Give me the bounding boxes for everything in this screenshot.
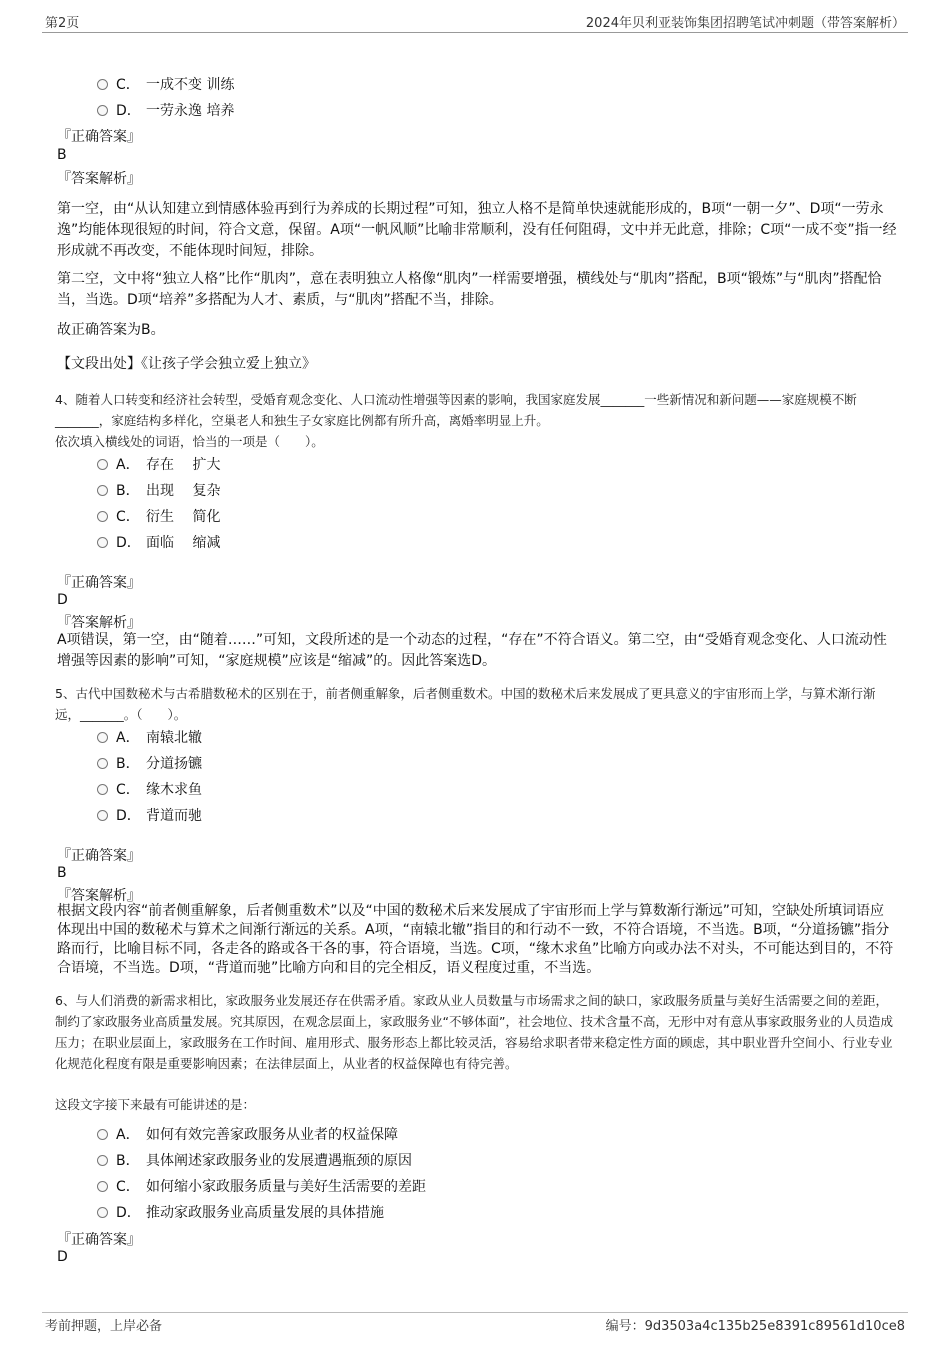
- option-key: D．: [116, 808, 141, 824]
- answer: B: [57, 147, 67, 163]
- option-d[interactable]: [97, 1202, 384, 1222]
- option-text: 推动家政服务业高质量发展的具体措施: [146, 1205, 384, 1221]
- answer-label: 『正确答案』: [57, 129, 141, 145]
- header-divider: [42, 32, 908, 33]
- option-a[interactable]: [97, 1124, 398, 1144]
- option-key: C．: [116, 782, 140, 798]
- option-text: 南辕北辙: [146, 730, 202, 746]
- option-key: D．: [116, 103, 141, 119]
- option-key: D．: [116, 1205, 141, 1221]
- analysis-conclusion: 故正确答案为B。: [57, 322, 165, 338]
- option-key: C．: [116, 1179, 140, 1195]
- option-text: 一劳永逸 培养: [146, 103, 235, 119]
- option-a[interactable]: [97, 727, 202, 747]
- answer: B: [57, 865, 67, 881]
- option-text: 具体阐述家政服务业的发展遭遇瓶颈的原因: [146, 1153, 412, 1169]
- option-text: 缘木求鱼: [146, 782, 202, 798]
- radio-icon[interactable]: [97, 105, 108, 116]
- option-b[interactable]: [97, 480, 220, 500]
- radio-icon[interactable]: [97, 537, 108, 548]
- option-a[interactable]: [97, 454, 220, 474]
- radio-icon[interactable]: [97, 511, 108, 522]
- radio-icon[interactable]: [97, 732, 108, 743]
- option-text: 衍生 简化: [146, 509, 221, 525]
- option-text: 存在 扩大: [146, 457, 221, 473]
- document-code: [606, 1315, 905, 1334]
- footer-slogan: 考前押题，上岸必备: [45, 1319, 163, 1334]
- option-key: C．: [116, 77, 140, 93]
- page-number: 第2页: [45, 16, 80, 31]
- question-prompt: 这段文字接下来最有可能讲述的是：: [55, 1097, 256, 1112]
- option-key: A．: [116, 730, 140, 746]
- radio-icon[interactable]: [97, 79, 108, 90]
- option-c[interactable]: [97, 506, 220, 526]
- option-text: 出现 复杂: [146, 483, 221, 499]
- option-c[interactable]: [97, 1176, 426, 1196]
- answer-label: 『正确答案』: [57, 575, 141, 591]
- option-text: 分道扬镳: [146, 756, 202, 772]
- radio-icon[interactable]: [97, 810, 108, 821]
- answer: D: [57, 592, 68, 608]
- option-key: A．: [116, 457, 140, 473]
- code-label: 编号：: [605, 1319, 645, 1334]
- analysis-paragraph: 根据文段内容“前者侧重解象，后者侧重数术”以及“中国的数秘术后来发展成了宇宙形而上学与算数渐行渐远”可知，空缺处所填词语应体现出中国的数秘术与算术之间渐行渐远的关系。A项，“南辕北辙”指目的和行动不一致，不符合语境，不当选。B项，“分道扬镳”指分路而行，比喻目标不同，各走各的路或各干各的事，符合语境，当选。C项，“缘木求鱼”比喻方向或办法不对头，不可能达到目的，不符合语境，不当选。D项，“背道而驰”比喻方向和目的完全相反，语义程度过重，不当选。: [57, 903, 894, 976]
- option-b[interactable]: [97, 1150, 412, 1170]
- option-text: 背道而驰: [146, 808, 202, 824]
- analysis-paragraph: A项错误，第一空，由“随着……”可知，文段所述的是一个动态的过程，“存在”不符合语义。第二空，由“受婚育观念变化、人口流动性增强等因素的影响”可知，“家庭规模”应该是“缩减”的。因此答案选D。: [57, 632, 887, 669]
- option-text: 如何有效完善家政服务从业者的权益保障: [146, 1127, 398, 1143]
- option-key: B．: [116, 483, 140, 499]
- analysis-label: 『答案解析』: [57, 615, 141, 631]
- question-stem: 4、随着人口转变和经济社会转型，受婚育观念变化、人口流动性增强等因素的影响，我国家庭发展_______一些新情况和新问题——家庭规模不断_______，家庭结构多样化，空巢老人和独生子女家庭比例都有所升高，离婚率明显上升。: [55, 392, 857, 428]
- option-key: B．: [116, 1153, 140, 1169]
- source: 【文段出处】《让孩子学会独立爱上独立》: [57, 356, 316, 372]
- option-text: 如何缩小家政服务质量与美好生活需要的差距: [146, 1179, 426, 1195]
- radio-icon[interactable]: [97, 1181, 108, 1192]
- analysis-label: 『答案解析』: [57, 171, 141, 187]
- radio-icon[interactable]: [97, 485, 108, 496]
- option-d[interactable]: [97, 532, 220, 552]
- answer: D: [57, 1249, 68, 1265]
- footer-divider: [42, 1312, 908, 1313]
- question-prompt: 依次填入横线处的词语，恰当的一项是（ ）。: [55, 434, 324, 449]
- option-key: A．: [116, 1127, 140, 1143]
- answer-label: 『正确答案』: [57, 1232, 141, 1248]
- option-text: 面临 缩减: [146, 535, 221, 551]
- question-stem: 5、古代中国数秘术与古希腊数秘术的区别在于，前者侧重解象，后者侧重数术。中国的数秘术后来发展成了更具意义的宇宙形而上学，与算术渐行渐远，_______。（ ）。: [55, 686, 876, 722]
- analysis-paragraph: 第一空，由“从认知建立到情感体验再到行为养成的长期过程”可知，独立人格不是简单快速就能形成的，B项“一朝一夕”、D项“一劳永逸”均能体现很短的时间，符合文意，保留。A项“一帆风顺”比喻非常顺利，没有任何阻碍，文中并无此意，排除；C项“一成不变”指一经形成就不再改变，不能体现时间短，排除。: [57, 201, 897, 259]
- radio-icon[interactable]: [97, 459, 108, 470]
- option-c[interactable]: [97, 779, 202, 799]
- option-text: 一成不变 训练: [146, 77, 235, 93]
- answer-label: 『正确答案』: [57, 848, 141, 864]
- radio-icon[interactable]: [97, 1155, 108, 1166]
- analysis-label: 『答案解析』: [57, 888, 141, 904]
- option-key: B．: [116, 756, 140, 772]
- option-key: C．: [116, 509, 140, 525]
- radio-icon[interactable]: [97, 1207, 108, 1218]
- option-key: D．: [116, 535, 141, 551]
- option-b[interactable]: [97, 753, 202, 773]
- code-value: 9d3503a4c135b25e8391c89561d10ce8: [644, 1319, 905, 1334]
- option-c[interactable]: [97, 74, 234, 94]
- radio-icon[interactable]: [97, 758, 108, 769]
- radio-icon[interactable]: [97, 1129, 108, 1140]
- option-d[interactable]: [97, 805, 202, 825]
- option-d[interactable]: [97, 100, 234, 120]
- document-title: 2024年贝利亚装饰集团招聘笔试冲刺题（带答案解析）: [585, 16, 905, 31]
- analysis-paragraph: 第二空，文中将“独立人格”比作“肌肉”，意在表明独立人格像“肌肉”一样需要增强，横线处与“肌肉”搭配，B项“锻炼”与“肌肉”搭配恰当，当选。D项“培养”多搭配为人才、素质，与“肌肉”搭配不当，排除。: [57, 271, 882, 308]
- question-stem: 6、与人们消费的新需求相比，家政服务业发展还存在供需矛盾。家政从业人员数量与市场需求之间的缺口，家政服务质量与美好生活需要之间的差距，制约了家政服务业高质量发展。究其原因，在观念层面上，家政服务业“不够体面”，社会地位、技术含量不高，无形中对有意从事家政服务业的人员造成压力；在职业层面上，家政服务在工作时间、雇用形式、服务形态上都比较灵活，容易给求职者带来稳定性方面的顾虑，其中职业晋升空间小、行业专业化规范化程度有限是重要影响因素；在法律层面上，从业者的权益保障也有待完善。: [55, 993, 893, 1071]
- radio-icon[interactable]: [97, 784, 108, 795]
